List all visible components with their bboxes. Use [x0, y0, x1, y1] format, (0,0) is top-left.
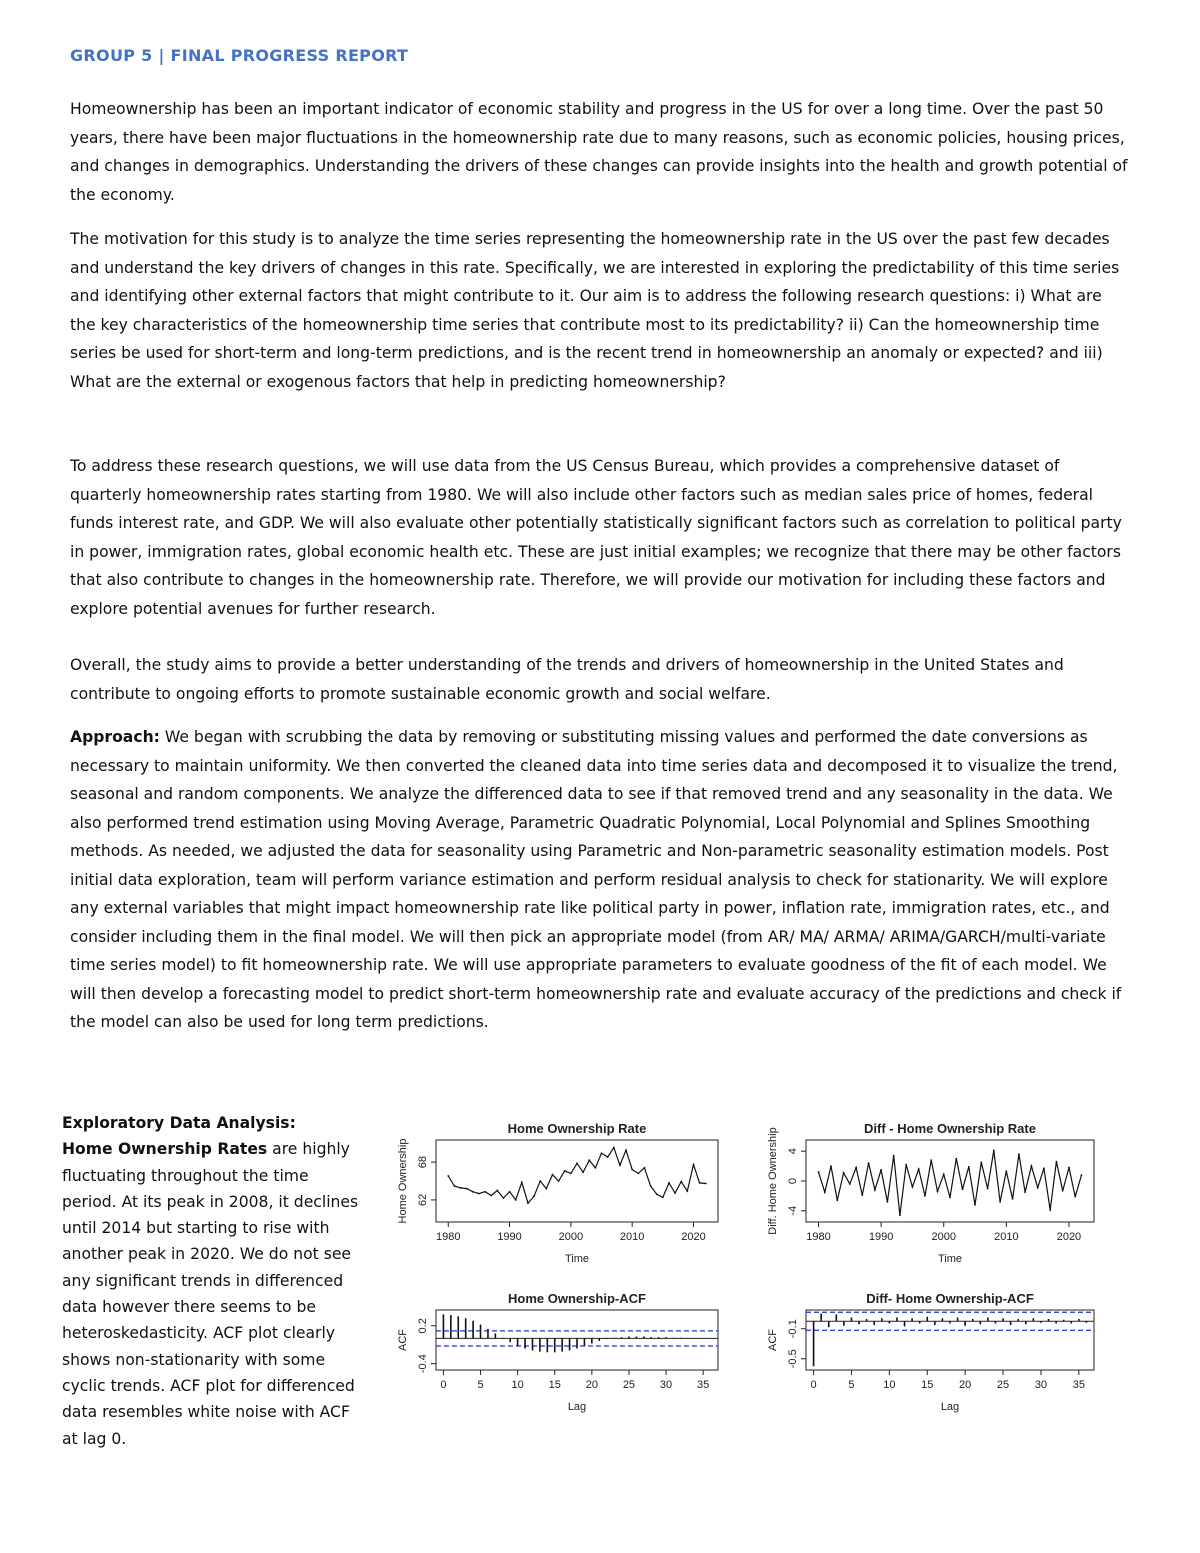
- data-point: [818, 1171, 820, 1173]
- data-point: [466, 1188, 468, 1190]
- chart-panel-4: [767, 1291, 1094, 1413]
- data-point: [503, 1197, 505, 1199]
- x-tick-label: 25: [622, 1379, 636, 1391]
- data-point: [521, 1181, 523, 1183]
- x-tick-label: 2010: [619, 1231, 645, 1243]
- x-tick-label: 2000: [931, 1231, 956, 1243]
- data-point: [905, 1164, 907, 1166]
- x-tick-label: 1980: [806, 1231, 831, 1243]
- x-tick-label: 1990: [868, 1231, 894, 1243]
- data-point: [868, 1162, 870, 1164]
- data-point: [545, 1188, 547, 1190]
- x-tick-label: 15: [548, 1379, 561, 1391]
- data-point: [527, 1202, 529, 1204]
- data-point: [699, 1182, 701, 1184]
- x-tick-label: 5: [848, 1379, 855, 1391]
- data-point: [1068, 1167, 1070, 1169]
- x-tick-label: 1990: [497, 1231, 522, 1243]
- x-tick-label: 2010: [994, 1231, 1019, 1243]
- data-point: [662, 1197, 664, 1199]
- y-tick-label: -0.4: [417, 1354, 429, 1374]
- x-tick-label: 0: [810, 1379, 817, 1391]
- data-point: [824, 1191, 826, 1193]
- data-point: [686, 1190, 688, 1192]
- data-point: [564, 1170, 566, 1172]
- y-tick-label: -0.1: [787, 1319, 799, 1339]
- eda-charts: [378, 1108, 1118, 1448]
- series-line: [819, 1150, 1082, 1215]
- data-point: [515, 1199, 517, 1201]
- x-axis-label: Lag: [940, 1401, 960, 1413]
- data-point: [993, 1150, 995, 1152]
- x-tick-label: 2000: [558, 1231, 584, 1243]
- data-point: [496, 1190, 498, 1192]
- data-point: [1043, 1167, 1045, 1169]
- x-tick-label: 20: [959, 1379, 972, 1391]
- plot-frame: [436, 1140, 718, 1222]
- x-tick-label: 15: [921, 1379, 934, 1391]
- data-point: [880, 1169, 882, 1171]
- data-point: [849, 1183, 851, 1185]
- data-point: [980, 1161, 982, 1163]
- chart-title: Home Ownership-ACF: [508, 1291, 646, 1306]
- data-point: [999, 1201, 1001, 1203]
- approach-paragraph: [70, 723, 1132, 1037]
- data-point: [1024, 1191, 1026, 1193]
- data-point: [533, 1195, 535, 1197]
- y-tick-label: 0: [787, 1177, 799, 1185]
- data-point: [918, 1168, 920, 1170]
- data-point: [968, 1166, 970, 1168]
- data-point: [509, 1191, 511, 1193]
- data-point: [1062, 1190, 1064, 1192]
- data-point: [1037, 1187, 1039, 1189]
- data-point: [1049, 1209, 1051, 1211]
- data-point: [631, 1169, 633, 1171]
- chart-title: Diff- Home Ownership-ACF: [866, 1291, 1034, 1306]
- data-point: [601, 1152, 603, 1154]
- data-point: [886, 1201, 888, 1203]
- data-point: [594, 1167, 596, 1169]
- data-point: [924, 1195, 926, 1197]
- data-point: [974, 1204, 976, 1206]
- data-point: [893, 1155, 895, 1157]
- data-point: [1005, 1170, 1007, 1172]
- data-point: [613, 1147, 615, 1149]
- y-tick-label: 62: [417, 1193, 429, 1207]
- y-tick-label: 68: [417, 1155, 429, 1169]
- x-tick-label: 30: [659, 1379, 673, 1391]
- data-point: [484, 1191, 486, 1193]
- x-tick-label: 2020: [1056, 1231, 1082, 1243]
- data-point: [588, 1159, 590, 1161]
- x-tick-label: 35: [1072, 1379, 1085, 1391]
- data-point: [705, 1183, 707, 1185]
- data-point: [650, 1185, 652, 1187]
- data-point: [637, 1173, 639, 1175]
- x-tick-label: 0: [440, 1379, 447, 1391]
- approach-text: We began with scrubbing the data by removing or substituting missing values and performed the date conversions as necessary to maintain uniformity. We then converted the cleaned data into time series data and decomposed it to visualize the trend, seasonal and random components. We analyze the differenced data to see if that removed trend and any seasonality in the data. We also performed trend estimation using Moving Average, Parametric Quadratic Polynomial, Local Polynomial and Splines Smoothing methods. As needed, we adjusted the data for seasonality using Parametric and Non-parametric seasonality estimation models. Post initial data exploration, team will perform variance estimation and perform residual analysis to check for stationarity. We will explore any external variables that might impact homeownership rate like political party in power, inflation rate, immigration rates, etc., and consider including them in the final model. We will then pick an appropriate model (from AR/ MA/ ARMA/ ARIMA/GARCH/multi-variate time series model) to fit homeownership rate. We will use appropriate parameters to evaluate goodness of the fit of each model. We will then develop a forecasting model to predict short-term homeownership rate and evaluate accuracy of the predictions and check if the model can also be used for long term predictions.: [70, 728, 1122, 1031]
- y-axis-label: ACF: [767, 1329, 779, 1351]
- series-line: [448, 1148, 705, 1204]
- data-point: [693, 1164, 695, 1166]
- data-point: [1030, 1165, 1032, 1167]
- data-point: [447, 1175, 449, 1177]
- data-point: [472, 1191, 474, 1193]
- data-point: [582, 1171, 584, 1173]
- data-point: [1012, 1198, 1014, 1200]
- data-point: [460, 1187, 462, 1189]
- data-point: [874, 1189, 876, 1191]
- overall-paragraph: Overall, the study aims to provide a better understanding of the trends and drivers of homeownership in the United States and contribute to ongoing efforts to promote sustainable economic growth and social welfare.: [70, 656, 1064, 703]
- x-tick-label: 2020: [681, 1231, 706, 1243]
- chart-title: Diff - Home Ownership Rate: [864, 1121, 1036, 1136]
- eda-lead: Home Ownership Rates: [62, 1140, 268, 1159]
- data-point: [576, 1162, 578, 1164]
- plot-frame: [806, 1310, 1094, 1370]
- data-point: [619, 1164, 621, 1166]
- y-tick-label: 0.2: [417, 1318, 429, 1334]
- x-tick-label: 25: [996, 1379, 1010, 1391]
- approach-label: Approach:: [70, 728, 160, 746]
- data-point: [987, 1188, 989, 1190]
- report-title: FINAL PROGRESS REPORT: [170, 46, 409, 65]
- y-tick-label: -0.5: [787, 1349, 799, 1369]
- data-point: [558, 1180, 560, 1182]
- y-tick-label: -4: [787, 1205, 799, 1216]
- data-point: [962, 1188, 964, 1190]
- chart-panel-1: [397, 1121, 718, 1265]
- group-label: GROUP 5: [70, 46, 153, 65]
- data-point: [855, 1167, 857, 1169]
- data-point: [930, 1159, 932, 1161]
- data-point: [1018, 1153, 1020, 1155]
- x-axis-label: Time: [937, 1253, 963, 1265]
- report-header: [70, 46, 408, 65]
- data-point: [680, 1181, 682, 1183]
- data-point: [1056, 1161, 1058, 1163]
- data-point: [955, 1158, 957, 1160]
- data-paragraph: To address these research questions, we will use data from the US Census Bureau, which provides a comprehensive dataset of quarterly homeownership rates starting from 1980. We will also include other factors such as median sales price of homes, federal funds interest rate, and GDP. We will also evaluate other potentially statistically significant factors such as correlation to political party in power, immigration rates, global economic health etc. These are just initial examples; we recognize that there may be other factors that also contribute to changes in the homeownership rate. Therefore, we will provide our motivation for including these factors and explore potential avenues for further research.: [70, 457, 1122, 618]
- intro-paragraph: Homeownership has been an important indicator of economic stability and progress in the US for over a long time. Over the past 50 years, there have been major fluctuations in the homeownership rate due to many reasons, such as economic policies, housing prices, and changes in demographics. Understanding the drivers of these changes can provide insights into the health and growth potential of the economy.: [70, 100, 1128, 204]
- eda-sidebar: [62, 1110, 362, 1452]
- data-point: [912, 1186, 914, 1188]
- data-point: [843, 1172, 845, 1174]
- data-point: [1081, 1174, 1083, 1176]
- x-tick-label: 30: [1034, 1379, 1048, 1391]
- x-tick-label: 10: [511, 1379, 524, 1391]
- y-axis-label: Home Ownership: [397, 1138, 409, 1224]
- data-point: [899, 1214, 901, 1216]
- data-point: [552, 1174, 554, 1176]
- data-point: [830, 1165, 832, 1167]
- x-axis-label: Time: [564, 1253, 590, 1265]
- y-axis-label: Diff. Home Ownership: [767, 1127, 779, 1235]
- data-point: [490, 1195, 492, 1197]
- x-tick-label: 20: [585, 1379, 598, 1391]
- data-point: [625, 1149, 627, 1151]
- x-tick-label: 5: [477, 1379, 484, 1391]
- chart-title: Home Ownership Rate: [507, 1121, 647, 1136]
- data-point: [570, 1173, 572, 1175]
- motivation-paragraph: The motivation for this study is to analyze the time series representing the homeownership rate in the US over the past few decades and understand the key drivers of changes in this rate. Specifically, we are interested in exploring the predictability of this time series and identifying other external factors that might contribute to it. Our aim is to address the following research questions: i) What are the key characteristics of the homeownership time series that contribute most to its predictability? ii) Can the homeownership time series be used for short-term and long-term predictions, and is the recent trend in homeownership an anomaly or expected? and iii) What are the external or exogenous factors that help in predicting homeownership?: [70, 230, 1120, 391]
- data-point: [674, 1192, 676, 1194]
- eda-heading: Exploratory Data Analysis:: [62, 1114, 296, 1132]
- eda-text: are highly fluctuating throughout the time period. At its peak in 2008, it declines until 2014 but starting to rise with another peak in 2020. We do not see any significant trends in differenced data however there seems to be heteroskedasticity. ACF plot clearly shows non-stationarity with some cyclic trends. ACF plot for differenced data resembles white noise with ACF at lag 0.: [62, 1140, 359, 1448]
- y-axis-label: ACF: [397, 1329, 409, 1351]
- data-point: [668, 1182, 670, 1184]
- data-point: [861, 1194, 863, 1196]
- data-point: [836, 1199, 838, 1201]
- data-point: [539, 1180, 541, 1182]
- data-point: [943, 1173, 945, 1175]
- y-tick-label: 4: [787, 1148, 799, 1155]
- data-point: [656, 1193, 658, 1195]
- chart-panel-2: [767, 1121, 1094, 1265]
- data-point: [478, 1193, 480, 1195]
- x-tick-label: 1980: [436, 1231, 461, 1243]
- x-tick-label: 10: [883, 1379, 896, 1391]
- data-point: [644, 1167, 646, 1169]
- x-axis-label: Lag: [567, 1401, 587, 1413]
- data-point: [453, 1185, 455, 1187]
- chart-panel-3: [397, 1291, 718, 1413]
- x-tick-label: 35: [697, 1379, 710, 1391]
- data-point: [937, 1191, 939, 1193]
- data-point: [949, 1197, 951, 1199]
- data-point: [1074, 1196, 1076, 1198]
- header-separator: |: [152, 46, 171, 65]
- data-point: [607, 1156, 609, 1158]
